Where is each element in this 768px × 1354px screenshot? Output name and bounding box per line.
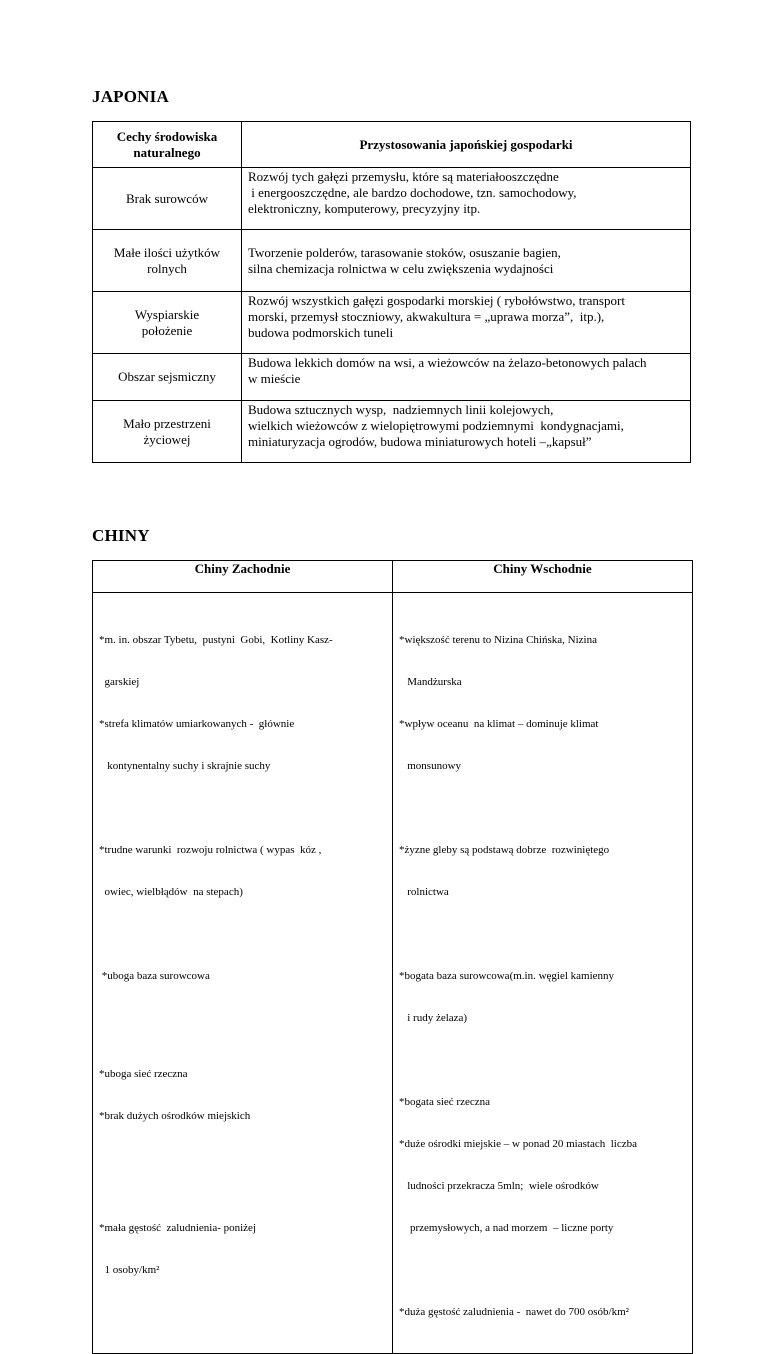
list-item	[399, 815, 686, 927]
table-row	[93, 230, 691, 292]
entry-line: monsunowy	[399, 760, 462, 772]
adaptation-cell	[242, 401, 691, 463]
japan-table	[92, 121, 691, 463]
adaptation-line: Rozwój wszystkich gałęzi gospodarki morskiej ( rybołówstwo, transport	[248, 293, 625, 308]
adaptation-line: elektroniczny, komputerowy, precyzyjny itp.	[248, 201, 481, 216]
adaptation-line: wielkich wieżowców z wielopiętrowymi podziemnymi kondygnacjami,	[248, 418, 624, 433]
feature-line: Wyspiarskie	[134, 306, 200, 322]
entry-line: owiec, wielbłądów na stepach)	[99, 886, 243, 898]
feature-cell	[93, 354, 242, 401]
entry-line: garskiej	[99, 676, 140, 688]
list-item	[99, 815, 386, 927]
adaptation-line: miniaturyzacja ogrodów, budowa miniaturowych hoteli –„kapsuł”	[248, 434, 592, 449]
adaptation-line: silna chemizacja rolnictwa w celu zwiększenia wydajności	[248, 261, 554, 276]
adaptation-line: Tworzenie polderów, tarasowanie stoków, osuszanie bagien,	[248, 245, 561, 260]
entry-line: Mandżurska	[399, 676, 462, 688]
feature-cell	[93, 401, 242, 463]
entry-line: *brak dużych ośrodków miejskich	[99, 1110, 251, 1122]
entry-line: *strefa klimatów umiarkowanych - głównie	[99, 718, 295, 730]
adaptation-cell	[242, 230, 691, 292]
entry-line: *wpływ oceanu na klimat – dominuje klimat	[399, 718, 599, 730]
feature-cell	[93, 168, 242, 230]
entry-line: 1 osoby/km²	[99, 1264, 160, 1276]
list-item	[399, 1277, 686, 1347]
feature-line: Brak surowców	[126, 190, 208, 206]
entry-line: ludności przekracza 5mln; wiele ośrodków	[399, 1180, 599, 1192]
list-item	[99, 1193, 386, 1305]
entry-line: *duża gęstość zaludnienia - nawet do 700 osób/km²	[399, 1306, 629, 1318]
entry-line: przemysłowych, a nad morzem – liczne porty	[399, 1222, 614, 1234]
entry-line: *bogata sieć rzeczna	[399, 1096, 490, 1108]
china-content-row	[93, 593, 693, 1354]
adaptation-line: budowa podmorskich tuneli	[248, 325, 394, 340]
entry-line: i rudy żelaza)	[399, 1012, 468, 1024]
adaptation-line: morski, przemysł stoczniowy, akwakultura = „uprawa morza”, itp.),	[248, 309, 605, 324]
table-row	[93, 401, 691, 463]
list-item	[399, 605, 686, 801]
china-header-row	[93, 561, 693, 593]
adaptation-line: Budowa lekkich domów na wsi, a wieżowców na żelazo-betonowych palach	[248, 355, 647, 370]
list-item	[399, 941, 686, 1053]
list-item	[99, 941, 386, 1011]
table-row	[93, 292, 691, 354]
feature-cell	[93, 230, 242, 292]
china-east-cell	[393, 593, 693, 1354]
header-line: Cechy środowiska	[116, 128, 218, 144]
japan-header-row	[93, 122, 691, 168]
feature-cell	[93, 292, 242, 354]
adaptation-cell	[242, 354, 691, 401]
table-row	[93, 354, 691, 401]
adaptation-line: i energooszczędne, ale bardzo dochodowe, tzn. samochodowy,	[248, 185, 577, 200]
entry-line: *bogata baza surowcowa(m.in. węgiel kamienny	[399, 970, 615, 982]
adaptation-cell	[242, 292, 691, 354]
list-item	[99, 605, 386, 801]
adaptation-line: w mieście	[248, 371, 301, 386]
adaptation-line: Rozwój tych gałęzi przemysłu, które są materiałooszczędne	[248, 169, 559, 184]
china-west-cell	[93, 593, 393, 1354]
entry-line: *mała gęstość zaludnienia- poniżej	[99, 1222, 256, 1234]
feature-line: życiowej	[143, 431, 191, 447]
entry-line: *trudne warunki rozwoju rolnictwa ( wypas kóz ,	[99, 844, 322, 856]
feature-line: położenie	[141, 322, 193, 338]
entry-line: *większość terenu to Nizina Chińska, Nizina	[399, 634, 597, 646]
entry-line: rolnictwa	[399, 886, 449, 898]
adaptation-line: Budowa sztucznych wysp, nadziemnych linii kolejowych,	[248, 402, 554, 417]
feature-line: rolnych	[147, 260, 187, 276]
table-row	[93, 168, 691, 230]
japan-header-adaptations: Przystosowania japońskiej gospodarki	[242, 122, 691, 168]
header-line: naturalnego	[133, 144, 201, 160]
entry-line: *m. in. obszar Tybetu, pustyni Gobi, Kotliny Kasz-	[99, 634, 333, 646]
entry-line: kontynentalny suchy i skrajnie suchy	[99, 760, 271, 772]
list-item	[99, 1039, 386, 1151]
japan-heading: JAPONIA	[92, 87, 169, 106]
adaptation-cell	[242, 168, 691, 230]
japan-header-features	[93, 122, 242, 168]
entry-line: *duże ośrodki miejskie – w ponad 20 miastach liczba	[399, 1138, 637, 1150]
list-item	[399, 1067, 686, 1263]
china-heading: CHINY	[92, 526, 150, 545]
entry-line: *żyzne gleby są podstawą dobrze rozwiniętego	[399, 844, 610, 856]
entry-line: *uboga baza surowcowa	[99, 970, 210, 982]
china-west-header: Chiny Zachodnie	[93, 561, 393, 593]
china-table	[92, 560, 693, 1354]
feature-line: Obszar sejsmiczny	[118, 369, 216, 384]
feature-line: Mało przestrzeni	[123, 415, 211, 431]
china-east-header: Chiny Wschodnie	[393, 561, 693, 593]
feature-line: Małe ilości użytków	[113, 244, 221, 260]
entry-line: *uboga sieć rzeczna	[99, 1068, 188, 1080]
